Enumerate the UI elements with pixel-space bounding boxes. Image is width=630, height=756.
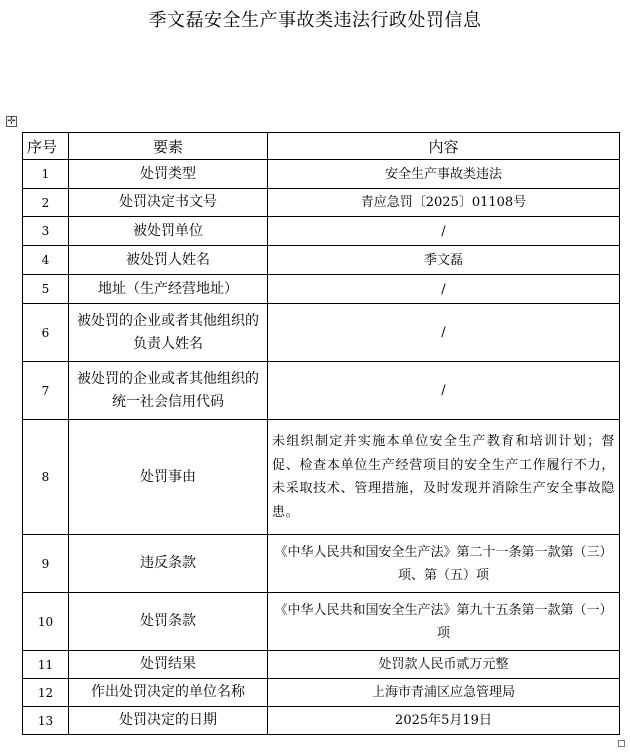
table-row bbox=[23, 362, 620, 420]
header-content: 内容 bbox=[268, 133, 620, 160]
row-content: 《中华人民共和国安全生产法》第二十一条第一款第（三）项、第（五）项 bbox=[268, 535, 620, 593]
row-content: 2025年5月19日 bbox=[268, 707, 620, 735]
table-move-handle-icon[interactable]: ✛ bbox=[7, 116, 16, 127]
row-seq: 1 bbox=[23, 160, 69, 189]
row-seq: 12 bbox=[23, 679, 69, 707]
table-row bbox=[23, 420, 620, 535]
row-content: 《中华人民共和国安全生产法》第九十五条第一款第（一）项 bbox=[268, 593, 620, 651]
row-seq: 6 bbox=[23, 304, 69, 362]
row-seq: 4 bbox=[23, 246, 69, 275]
page-title: 季文磊安全生产事故类违法行政处罚信息 bbox=[148, 10, 482, 31]
row-element: 地址（生产经营地址） bbox=[69, 275, 268, 304]
row-content: 青应急罚〔2025〕01108号 bbox=[268, 189, 620, 217]
table-row bbox=[23, 304, 620, 362]
table-header-row bbox=[23, 133, 620, 160]
table-row bbox=[23, 160, 620, 189]
resize-handle[interactable] bbox=[618, 740, 625, 747]
row-element: 处罚条款 bbox=[69, 593, 268, 651]
header-seq: 序号 bbox=[23, 133, 69, 160]
row-seq: 5 bbox=[23, 275, 69, 304]
row-seq: 3 bbox=[23, 217, 69, 246]
table-row bbox=[23, 535, 620, 593]
row-element: 违反条款 bbox=[69, 535, 268, 593]
header-element: 要素 bbox=[69, 133, 268, 160]
row-seq: 10 bbox=[23, 593, 69, 651]
row-element: 处罚类型 bbox=[69, 160, 268, 189]
table-row bbox=[23, 189, 620, 217]
table-row bbox=[23, 679, 620, 707]
row-element: 被处罚的企业或者其他组织的统一社会信用代码 bbox=[69, 362, 268, 420]
row-element: 处罚事由 bbox=[69, 420, 268, 535]
table-row bbox=[23, 707, 620, 735]
row-element: 作出处罚决定的单位名称 bbox=[69, 679, 268, 707]
row-content: / bbox=[268, 217, 620, 246]
table-row bbox=[23, 593, 620, 651]
row-element: 被处罚的企业或者其他组织的负责人姓名 bbox=[69, 304, 268, 362]
table-row bbox=[23, 217, 620, 246]
penalty-info-table bbox=[22, 132, 620, 735]
row-seq: 13 bbox=[23, 707, 69, 735]
row-seq: 2 bbox=[23, 189, 69, 217]
row-seq: 11 bbox=[23, 651, 69, 679]
row-seq: 9 bbox=[23, 535, 69, 593]
row-content: / bbox=[268, 304, 620, 362]
table-row bbox=[23, 275, 620, 304]
row-content: 上海市青浦区应急管理局 bbox=[268, 679, 620, 707]
row-element: 被处罚人姓名 bbox=[69, 246, 268, 275]
row-content: / bbox=[268, 362, 620, 420]
row-seq: 7 bbox=[23, 362, 69, 420]
table-row bbox=[23, 246, 620, 275]
row-element: 处罚决定书文号 bbox=[69, 189, 268, 217]
row-element: 处罚决定的日期 bbox=[69, 707, 268, 735]
table-row bbox=[23, 651, 620, 679]
row-content: 未组织制定并实施本单位安全生产教育和培训计划；督促、检查本单位生产经营项目的安全生产工作履行不力，未采取技术、管理措施，及时发现并消除生产安全事故隐患。 bbox=[268, 420, 620, 535]
row-element: 处罚结果 bbox=[69, 651, 268, 679]
row-seq: 8 bbox=[23, 420, 69, 535]
row-element: 被处罚单位 bbox=[69, 217, 268, 246]
row-content: / bbox=[268, 275, 620, 304]
row-content: 处罚款人民币贰万元整 bbox=[268, 651, 620, 679]
row-content: 季文磊 bbox=[268, 246, 620, 275]
row-content: 安全生产事故类违法 bbox=[268, 160, 620, 189]
